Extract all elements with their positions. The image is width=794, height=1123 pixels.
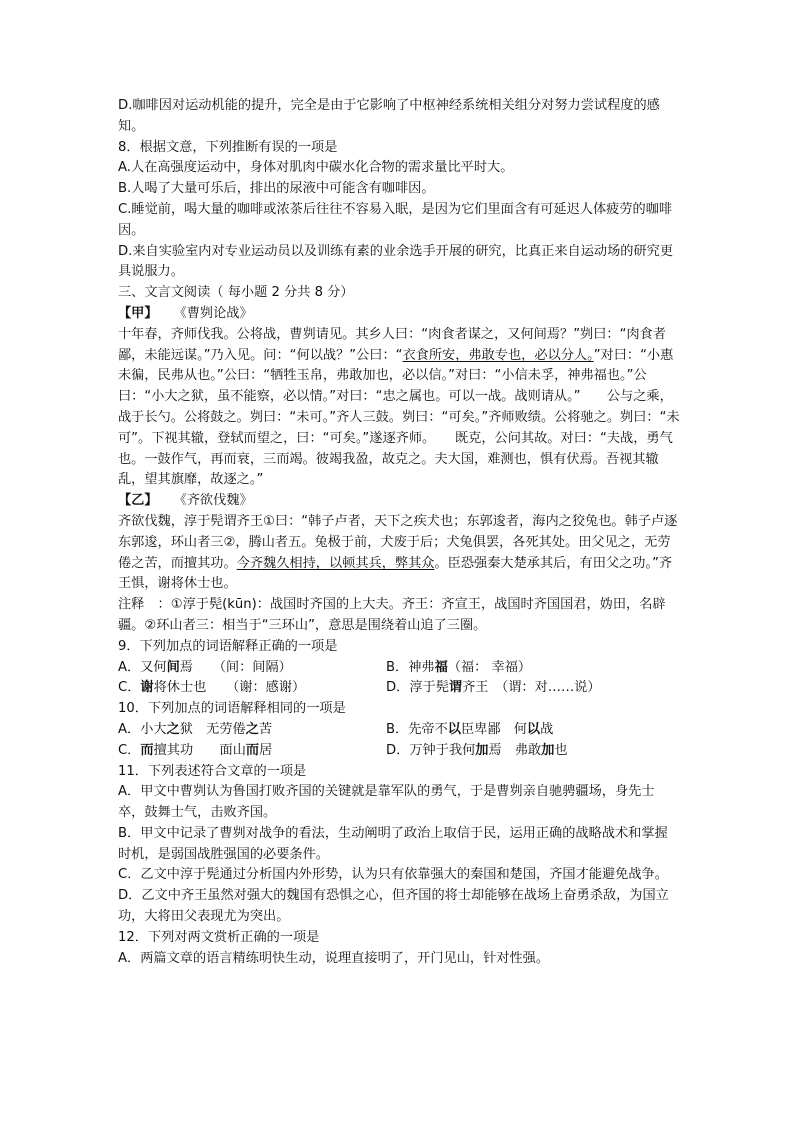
passage-jia-name: 《曹刿论战》	[173, 305, 253, 321]
passage-yi-tag: 【乙】	[118, 493, 158, 509]
q11-option-c: C．乙文中淳于髡通过分析国内外形势，认为只有依靠强大的秦国和楚国，齐国才能避免战争。	[118, 867, 668, 883]
q9-option-c: C．谢将休士也 （谢：感谢）	[118, 680, 306, 696]
passage-yi-text-2: 。臣恐强秦大楚承其后，有田父之功。”齐王惧，谢将休士也。	[118, 555, 673, 592]
q8-option-d: D.来自实验室内对专业运动员以及训练有素的业余选手开展的研究，比真正来自运动场的研究更具说服力。	[118, 243, 674, 280]
q11-option-a: A．甲文中曹刿认为鲁国打败齐国的关键就是靠军队的勇气，于是曹刿亲自驰骋疆场，身先士卒，鼓舞士气，击败齐国。	[118, 784, 655, 821]
q10-option-c: C．而擅其功 面山而居	[118, 742, 273, 758]
q9-option-b: B．神弗福（福： 幸福）	[386, 659, 532, 675]
passage-yi-text-1: 齐欲伐魏，淳于髡谓齐王①曰：“韩子卢者，天下之疾犬也；东郭逡者，海内之狡兔也。韩子卢逐东郭逡，环山者三②，腾山者五。兔极于前，犬废于后；犬兔俱罢，各死其处。田父见之，无劳倦之苦，而擅其功。	[118, 513, 678, 571]
q10-option-d: D．万钟于我何加焉 弗敢加也	[386, 742, 568, 758]
q9-stem: 9．下列加点的词语解释正确的一项是	[118, 638, 338, 654]
q8-stem: 8．根据文意，下列推断有误的一项是	[118, 139, 338, 155]
q10-options-row-1	[118, 720, 680, 741]
passage-jia-text-1: 十年春，齐师伐我。公将战，曹刿请见。其乡人曰：“肉食者谋之，又何间焉？”刿曰：“肉食者鄙，未能远谋。”乃入见。问：“何以战？”公曰：“	[118, 326, 666, 363]
q8-option-a: A.人在高强度运动中，身体对肌肉中碳水化合物的需求量比平时大。	[118, 160, 514, 176]
q11-option-b: B．甲文中记录了曹刿对战争的看法，生动阐明了政治上取信于民，运用正确的战略战术和掌握时机，是弱国战胜强国的必要条件。	[118, 825, 668, 862]
passage-jia-tag: 【甲】	[118, 305, 158, 321]
passage-jia-underlined: 衣食所安，弗敢专也，必以分人。	[402, 347, 594, 363]
q10-options-row-2	[118, 741, 680, 762]
passage-yi-underlined: 今齐魏久相持，以顿其兵，弊其众	[236, 555, 435, 571]
q8-option-c: C.睡觉前，喝大量的咖啡或浓茶后往往不容易入眠，是因为它们里面含有可延迟人体疲劳的咖啡因。	[118, 201, 673, 238]
passage-jia-title	[118, 304, 680, 325]
q10-option-b: B．先帝不以臣卑鄙 何以战	[386, 721, 554, 737]
q7-option-d: D.咖啡因对运动机能的提升，完全是由于它影响了中枢神经系统相关组分对努力尝试程度的感知。	[118, 98, 660, 134]
q9-option-a: A．又何间焉 （间：间隔）	[118, 659, 292, 675]
q10-stem: 10．下列加点的词语解释相同的一项是	[118, 701, 346, 717]
passage-notes: 注释 ：①淳于髡(kūn)：战国时齐国的上大夫。齐王：齐宣王，战国时齐国国君，妫田，名辟疆。②环山者三：相当于“三环山”，意思是围绕着山追了三圈。	[118, 597, 666, 633]
passage-yi-name: 《齐欲伐魏》	[173, 493, 253, 509]
q12-option-a: A．两篇文章的语言精练明快生动，说理直接明了，开门见山，针对性强。	[118, 950, 550, 966]
section-3-heading: 三、文言文阅读（ 每小题 2 分共 8 分）	[118, 285, 354, 301]
q12-stem: 12．下列对两文赏析正确的一项是	[118, 929, 320, 945]
q9-option-d: D．淳于髡谓齐王 （谓：对……说）	[386, 680, 601, 696]
exam-page	[118, 96, 680, 969]
q11-stem: 11．下列表述符合文章的一项是	[118, 763, 307, 779]
q9-options-row-2	[118, 678, 680, 699]
q10-option-a: A．小大之狱 无劳倦之苦	[118, 721, 273, 737]
passage-jia-body	[118, 325, 680, 491]
q9-options-row-1	[118, 658, 680, 679]
passage-yi-body	[118, 512, 680, 595]
q11-option-d: D．乙文中齐王虽然对强大的魏国有恐惧之心，但齐国的将士却能够在战场上奋勇杀敌，为国立功，大将田父表现尤为突出。	[118, 888, 669, 925]
q8-option-b: B.人喝了大量可乐后，排出的尿液中可能含有咖啡因。	[118, 181, 435, 197]
passage-jia-text-2: ”对曰：“小惠未徧，民弗从也。”公曰：“牺牲玉帛，弗敢加也，必以信。”对曰：“小信未孚，神弗福也。”公曰：“小大之狱，虽不能察，必以情。”对曰：“忠之属也。可以一战。战则请从。” 公与之乘，战于长勺。公将鼓之。刿曰：“未可。”齐人三鼓。刿曰：“可矣。”齐师败绩。公将驰之。刿曰：“未可”。下视其辙，登轼而望之，曰：“可矣。”遂逐齐师。 既克，公问其故。对曰：“夫战，勇气也。一鼓作气，再而衰，三而竭。彼竭我盈，故克之。夫大国，难测也，惧有伏焉。吾视其辙乱，望其旗靡，故逐之。”	[118, 347, 680, 488]
passage-yi-title	[118, 491, 680, 512]
